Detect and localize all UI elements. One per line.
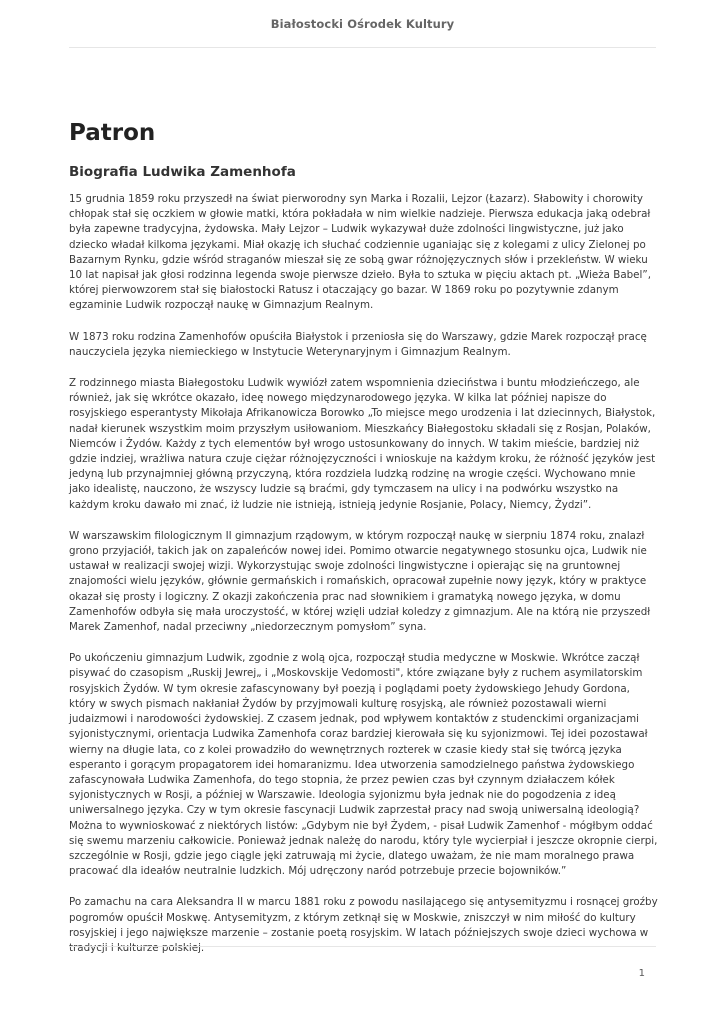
section-heading: Biografia Ludwika Zamenhofa — [69, 164, 296, 180]
paragraph: Po zamachu na cara Aleksandra II w marcu 1881 roku z powodu nasilającego się antysemityzmu i rosnącej groźby pogromów opuścił Moskwę. Antysemityzm, z którym zetknął się w Moskwie, zniszczył w nim miłość do kultury rosyjskiej i jego największe marzenie – zostanie poetą rosyjskim. W latach późniejszych swoje dzieci wychowa w tradycji i kulturze polskiej. — [69, 896, 658, 954]
paragraph: Z rodzinnego miasta Białegostoku Ludwik wywiózł zatem wspomnienia dzieciństwa i buntu młodzieńczego, ale również, jak się wkrótce okazało, ideę nowego międzynarodowego języka. W kilka lat później napisze do rosyjskiego esperantysty Mikołaja Afrikanowicza Borowko „To miejsce mego urodzenia i lat dziecinnych, Białystok, nadał kierunek wszystkim moim przyszłym usiłowaniom. Mieszkańcy Białegostoku składali się z Rosjan, Polaków, Niemców i Żydów. Każdy z tych elementów był wrogo ustosunkowany do innych. W takim mieście, bardziej niż gdzie indziej, wrażliwa natura czuje ciężar różnojęzyczności i wnioskuje na każdym kroku, że różność języków jest jedyną lub przynajmniej główną przyczyną, która rozdziela ludzką rodzinę na wrogie części. Wychowano mnie jako idealistę, nauczono, że wszyscy ludzie są braćmi, gdy tymczasem na ulicy i na podwórku wszystko na każdym kroku dawało mi znać, iż ludzie nie istnieją, istnieją jedynie Rosjanie, Polacy, Niemcy, Żydzi”. — [69, 377, 656, 511]
paragraph: W warszawskim filologicznym II gimnazjum rządowym, w którym rozpoczął naukę w sierpniu 1874 roku, znalazł grono przyjaciół, takich jak on zapaleńców nowej idei. Pomimo otwarcie negatywnego stosunku ojca, Ludwik nie ustawał w realizacji swojej wizji. Wykorzystując swoje zdolności lingwistyczne i opierając się na gruntownej znajomości wielu języków, głównie germańskich i romańskich, opracował zupełnie nowy język, który w praktyce okazał się prosty i logiczny. Z okazji zakończenia prac nad słownikiem i gramatyką nowego języka, w domu Zamenhofów odbyła się mała uroczystość, w której wzięli udział koledzy z gimnazjum. Ale na którą nie przyszedł Marek Zamenhof, nadal przeciwny „niedorzecznym pomysłom” syna. — [69, 529, 651, 634]
header-divider — [69, 47, 656, 48]
paragraph: W 1873 roku rodzina Zamenhofów opuściła Białystok i przeniosła się do Warszawy, gdzie Marek rozpoczął pracę nauczyciela języka niemieckiego w Instytucie Weterynaryjnym i Gimnazjum Realnym. — [69, 330, 647, 358]
site-header: Białostocki Ośrodek Kultury — [270, 17, 455, 31]
paragraph: Po ukończeniu gimnazjum Ludwik, zgodnie z wolą ojca, rozpoczął studia medyczne w Moskwie. Wkrótce zaczął pisywać do czasopism „Ruskij Jewrej„ i „Moskovskije Vedomosti", które związane były z ruchem asymilatorskim rosyjskich Żydów. W tym okresie zafascynowany był poezją i poglądami poety żydowskiego Jehudy Gordona, który w swych pismach nakłaniał Żydów by przyjmowali kulturę rosyjską, ale również pozostawali wierni judaizmowi i narodowości żydowskiej. Z czasem jednak, pod wpływem kontaktów z studenckimi organizacjami syjonistycznymi, orientacja Ludwika Zamenhofa coraz bardziej kierowała się ku syjonizmowi. Tej idei pozostawał wierny na długie lata, co z kolei prowadziło do wewnętrznych rozterek w czasie kiedy stał się twórcą języka esperanto i gorącym propagatorem idei homaranizmu. Idea utworzenia samodzielnego państwa żydowskiego zafascynowała Ludwika Zamenhofa, do tego stopnia, że przez pewien czas był czynnym działaczem kółek syjonistycznych w Rosji, a później w Warszawie. Ideologia syjonizmu była jednak nie do pogodzenia z ideą uniwersalnego języka. Czy w tym okresie fascynacji Ludwik zaprzestał pracy nad swoją uniwersalną ideologią? Można to wywnioskować z niektórych listów: „Gdybym nie był Żydem, - pisał Ludwik Zamenhof - mógłbym oddać się swemu marzeniu całkowicie. Ponieważ jednak należę do narodu, który tyle wycierpiał i jeszcze okropnie cierpi, szczególnie w Rosji, gdzie jego ciągle jęki zatruwają mi życie, dlatego uważam, że nie mam moralnego prawa pracować dla ideałów neutralnie ludzkich. Mój udręczony naród potrzebuje przecie bojowników.” — [69, 652, 658, 878]
footer-divider — [69, 946, 656, 947]
page-number: 1 — [638, 968, 645, 979]
page-title: Patron — [69, 120, 156, 146]
paragraph: 15 grudnia 1859 roku przyszedł na świat pierworodny syn Marka i Rozalii, Lejzor (Łazarz). Słabowity i chorowity chłopak stał się oczkiem w głowie matki, która pokładała w nim wielkie nadzieje. Pierwsza edukacja jaką odebrał była zapewne tradycyjna, żydowska. Mały Lejzor – Ludwik wykazywał duże zdolności lingwistyczne, już jako dziecko władał kilkoma językami. Miał okazję ich słuchać codziennie uganiając się z kolegami z ulicy Zielonej po Bazarnym Rynku, gdzie wśród straganów mieszał się ze sobą gwar różnojęzycznych słów i przekleństw. W wieku 10 lat napisał jak głosi rodzinna legenda swoje pierwsze dzieło. Była to sztuka w pięciu aktach pt. „Wieża Babel”, której pierwowzorem stał się białostocki Ratusz i otaczający go bazar. W 1869 roku po pozytywnie zdanym egzaminie Ludwik rozpoczął naukę w Gimnazjum Realnym. — [69, 193, 651, 312]
article-body — [69, 192, 659, 972]
